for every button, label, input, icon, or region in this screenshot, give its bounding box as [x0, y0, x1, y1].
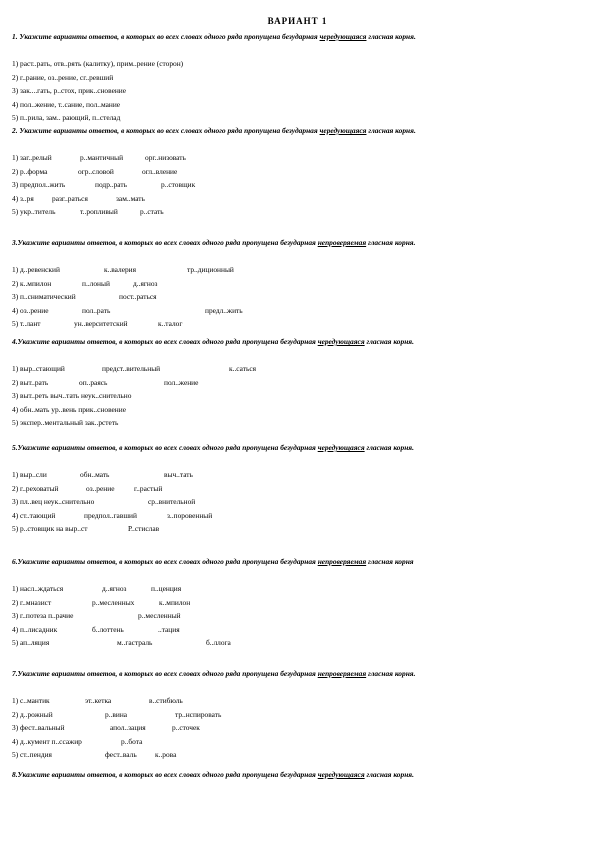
- option-word-group: к..валерия: [104, 265, 137, 274]
- option-word-group: предл..жить: [205, 305, 243, 315]
- answer-option: [12, 206, 572, 218]
- option-word-group: пол..рать: [82, 305, 111, 315]
- option-word-group: р..месленный: [138, 611, 181, 620]
- question-keyword: чередующаяся: [319, 32, 367, 41]
- option-word-group: 1) с..мантик: [12, 696, 50, 705]
- question-6-prompt: [12, 555, 572, 568]
- answer-option: [12, 99, 572, 111]
- option-word-group: апол..зация: [110, 723, 146, 732]
- option-word-group: фест..валь: [105, 750, 137, 759]
- option-word-group: 4) д..кумент п..ссажир: [12, 736, 82, 746]
- question-text-end: гласная корня.: [366, 669, 416, 678]
- answer-option: [12, 112, 572, 124]
- option-word-group: 3) фест..вальный: [12, 723, 65, 732]
- option-word-group: 1) выр..стающий: [12, 364, 65, 373]
- option-word-group: 1) заг..релый: [12, 153, 52, 162]
- answer-option: [12, 193, 572, 205]
- option-word-group: огр..словой: [78, 166, 114, 176]
- question-keyword: непроверяемая: [317, 669, 367, 678]
- option-word-group: д..ягноз: [133, 278, 158, 288]
- answer-option: [12, 363, 572, 375]
- option-word-group: п..лоный: [82, 278, 110, 288]
- option-word-group: 4) п..лисадник: [12, 624, 58, 634]
- option-word-group: 2) выт..рать: [12, 377, 49, 387]
- answer-option: [12, 483, 572, 495]
- question-text-end: гласная корня.: [366, 238, 416, 247]
- option-word-group: 2) р..форма: [12, 166, 48, 176]
- option-word-group: 5) укр..титель: [12, 207, 56, 216]
- question-text-end: гласная корня.: [366, 32, 416, 41]
- option-word-group: 5) ст..пендия: [12, 750, 52, 759]
- option-word-group: 5) ап..ляция: [12, 638, 50, 647]
- question-keyword: чередующаяся: [319, 126, 367, 135]
- option-word-group: подр..рать: [95, 180, 127, 189]
- question-keyword: чередующаяся: [317, 770, 365, 779]
- answer-option: [12, 305, 572, 317]
- answer-option: [12, 58, 572, 70]
- option-word-group: пост..раться: [119, 292, 157, 301]
- option-word-group: д..ягноз: [102, 584, 127, 593]
- option-word-group: 2) г..рание, оз..рение, сг..ревший: [12, 72, 114, 82]
- option-word-group: орг..низовать: [145, 153, 186, 162]
- option-word-group: к..саться: [229, 364, 257, 373]
- option-word-group: ун..верситетский: [74, 319, 128, 328]
- answer-option: [12, 583, 572, 595]
- option-word-group: 4) з..ря: [12, 193, 34, 203]
- option-word-group: р..бота: [121, 736, 143, 746]
- answer-option: [12, 291, 572, 303]
- option-word-group: 1) раст..рать, отв..рять (калитку), прим..рение (сторон): [12, 59, 184, 68]
- option-word-group: 5) экспер..ментальный зак..рстеть: [12, 418, 119, 427]
- answer-option: [12, 390, 572, 402]
- question-text: 1. Укажите варианты ответов, в которых во всех словах одного ряда пропущена безударная: [12, 32, 320, 41]
- answer-option: [12, 152, 572, 164]
- question-8-prompt: [12, 768, 572, 781]
- option-word-group: тр..нспировать: [175, 709, 222, 719]
- option-word-group: ср..внительной: [148, 497, 196, 506]
- question-text: 4.Укажите варианты ответов, в которых во всех словах одного ряда пропущена безударная: [12, 337, 318, 346]
- question-text: 2. Укажите варианты ответов, в которых во всех словах одного ряда пропущена безударная: [12, 126, 320, 135]
- option-word-group: оп..раясь: [79, 377, 108, 387]
- answer-option: [12, 749, 572, 761]
- option-word-group: к..мпилон: [159, 597, 191, 607]
- option-word-group: 2) к..мпилон: [12, 278, 52, 288]
- option-word-group: зам..мать: [116, 193, 145, 203]
- question-keyword: чередующаяся: [317, 443, 365, 452]
- option-word-group: п..ценция: [151, 584, 182, 593]
- answer-option: [12, 166, 572, 178]
- option-word-group: 2) д..рожный: [12, 709, 53, 719]
- option-word-group: 3) предпол..жить: [12, 180, 66, 189]
- answer-option: [12, 736, 572, 748]
- question-text-end: гласная корня.: [364, 770, 414, 779]
- answer-option: [12, 469, 572, 481]
- option-word-group: р..стать: [140, 207, 164, 216]
- answer-option: [12, 624, 572, 636]
- question-text: 3.Укажите варианты ответов, в которых во всех словах одного ряда пропущена безударная: [12, 238, 318, 247]
- question-text-end: гласная корня.: [364, 337, 414, 346]
- option-word-group: 4) ст..тающий: [12, 510, 56, 520]
- answer-option: [12, 278, 572, 290]
- option-word-group: р..мантичный: [80, 153, 124, 162]
- answer-option: [12, 377, 572, 389]
- option-word-group: 5) п..рила, зам.. рающий, п..стелад: [12, 113, 121, 122]
- answer-option: [12, 510, 572, 522]
- option-word-group: предст..вительный: [102, 364, 161, 373]
- option-word-group: з..поровенный: [167, 510, 213, 520]
- answer-option: [12, 496, 572, 508]
- answer-option: [12, 417, 572, 429]
- option-word-group: р..вина: [105, 709, 128, 719]
- question-text: 7.Укажите варианты ответов, в которых во всех словах одного ряда пропущена безударная: [12, 669, 318, 678]
- answer-option: [12, 72, 572, 84]
- option-word-group: р..сточек: [172, 723, 200, 732]
- answer-option: [12, 318, 572, 330]
- option-word-group: предпол..гавший: [84, 510, 137, 520]
- option-word-group: р..месленных: [92, 597, 135, 607]
- option-word-group: 5) т..лант: [12, 319, 41, 328]
- option-word-group: огл..вление: [142, 166, 178, 176]
- answer-option: [12, 179, 572, 191]
- page-title: ВАРИАНТ 1: [267, 16, 328, 26]
- question-text: 8.Укажите варианты ответов, в которых во всех словах одного ряда пропущена безударная: [12, 770, 318, 779]
- answer-option: [12, 404, 572, 416]
- option-word-group: б..ллога: [206, 638, 231, 647]
- option-word-group: б..лоттень: [92, 624, 124, 634]
- option-word-group: 5) р..стовщик на выр..ст: [12, 524, 88, 533]
- answer-option: [12, 695, 572, 707]
- option-word-group: 3) пл..вец неук..снительно: [12, 497, 95, 506]
- option-word-group: 3) п..сниматический: [12, 292, 76, 301]
- question-text: 5.Укажите варианты ответов, в которых во всех словах одного ряда пропущена безударная: [12, 443, 318, 452]
- option-word-group: 3) выт..реть выч..тать неук..снительно: [12, 391, 132, 400]
- option-word-group: 1) выр..сли: [12, 470, 47, 479]
- option-word-group: оз..рение: [86, 483, 115, 493]
- option-word-group: 4) пол..жение, т..сание, пол..мание: [12, 99, 121, 109]
- option-word-group: разг..раться: [52, 193, 88, 203]
- option-word-group: выч..тать: [164, 470, 193, 479]
- option-word-group: 3) зак....гать, р..стох, прик..сновение: [12, 86, 127, 95]
- option-word-group: 1) д..ревенский: [12, 265, 60, 274]
- option-word-group: 4) обн..мать ур..вень прик..сновение: [12, 404, 126, 414]
- option-word-group: тр..диционный: [187, 265, 234, 274]
- option-word-group: обн..мать: [80, 470, 110, 479]
- question-keyword: чередующаяся: [317, 337, 365, 346]
- question-2-prompt: [12, 124, 572, 137]
- question-text-end: гласная корня.: [366, 126, 416, 135]
- option-word-group: 2) г..мназист: [12, 597, 52, 607]
- answer-option: [12, 709, 572, 721]
- question-text-end: гласная корня.: [364, 443, 414, 452]
- question-text-end: гласная корня: [366, 557, 414, 566]
- answer-option: [12, 264, 572, 276]
- question-text: 6.Укажите варианты ответов, в которых во всех словах одного ряда пропущена безударная: [12, 557, 318, 566]
- question-keyword: непроверяемая: [317, 557, 367, 566]
- option-word-group: ..тация: [158, 624, 180, 634]
- option-word-group: 4) оз..рение: [12, 305, 49, 315]
- question-1-prompt: [12, 30, 572, 43]
- option-word-group: г..растый: [134, 483, 163, 493]
- option-word-group: 1) насл..ждаться: [12, 584, 64, 593]
- answer-option: [12, 610, 572, 622]
- question-4-prompt: [12, 335, 572, 348]
- option-word-group: р..стовщик: [161, 180, 196, 189]
- option-word-group: 2) г..реховатый: [12, 483, 59, 493]
- option-word-group: к..рова: [155, 750, 177, 759]
- option-word-group: т..ропливый: [80, 207, 118, 216]
- option-word-group: пол..жение: [164, 377, 199, 387]
- answer-option: [12, 722, 572, 734]
- option-word-group: Р..стислав: [128, 524, 160, 533]
- answer-option: [12, 597, 572, 609]
- option-word-group: в..стибюль: [149, 696, 183, 705]
- answer-option: [12, 85, 572, 97]
- question-5-prompt: [12, 441, 572, 454]
- answer-option: [12, 637, 572, 649]
- option-word-group: к..талог: [158, 319, 183, 328]
- option-word-group: м..гастраль: [117, 638, 153, 647]
- question-3-prompt: [12, 236, 572, 249]
- option-word-group: эт..кетка: [85, 696, 112, 705]
- question-keyword: непроверяемая: [317, 238, 367, 247]
- option-word-group: 3) г..потеза п..рачие: [12, 611, 74, 620]
- question-7-prompt: [12, 667, 572, 680]
- answer-option: [12, 523, 572, 535]
